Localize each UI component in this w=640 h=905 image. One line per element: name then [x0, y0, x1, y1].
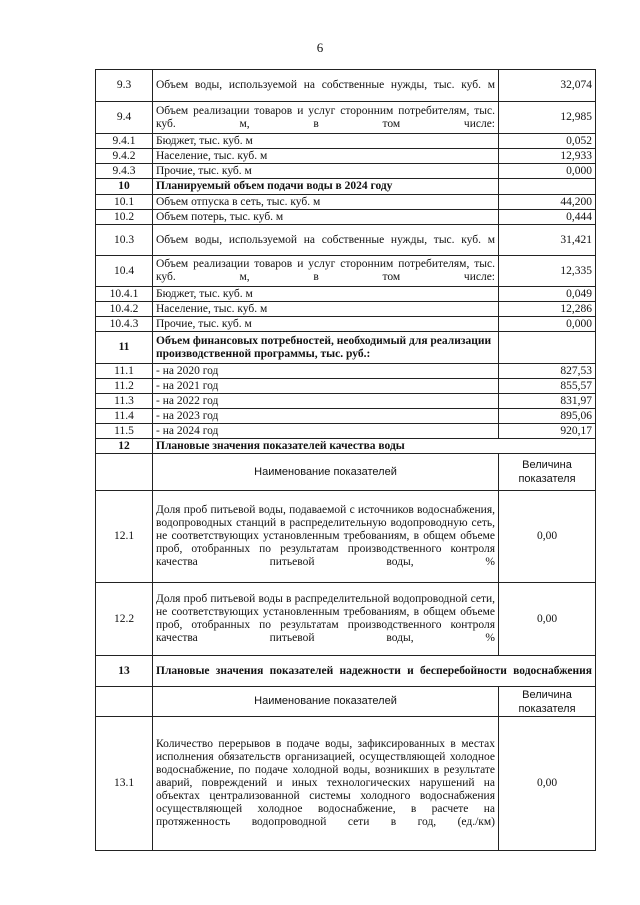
row-value: 831,97 [499, 394, 596, 409]
table-row [96, 317, 596, 332]
row-value: 44,200 [499, 195, 596, 210]
table-row [96, 134, 596, 149]
row-value: 855,57 [499, 379, 596, 394]
row-value: 12,933 [499, 149, 596, 164]
section-header-row [96, 332, 596, 364]
row-text: Объем отпуска в сеть, тыс. куб. м [153, 195, 499, 210]
row-number: 11.3 [96, 394, 153, 409]
row-text: Прочие, тыс. куб. м [153, 317, 499, 332]
row-text: Бюджет, тыс. куб. м [153, 287, 499, 302]
row-text: Население, тыс. куб. м [153, 149, 499, 164]
section-number: 13 [96, 656, 153, 687]
column-header-name: Наименование показателей [153, 687, 499, 717]
row-number: 10.4.1 [96, 287, 153, 302]
row-number: 9.4.1 [96, 134, 153, 149]
row-value: 0,00 [499, 717, 596, 851]
table-row [96, 379, 596, 394]
table-row [96, 583, 596, 656]
row-value: 12,985 [499, 102, 596, 134]
row-number: 10.4.2 [96, 302, 153, 317]
row-value: 0,00 [499, 583, 596, 656]
indicators-table [95, 69, 596, 851]
table-row [96, 364, 596, 379]
row-value: 12,335 [499, 256, 596, 287]
row-number: 9.3 [96, 70, 153, 102]
section-title: Плановые значения показателей надежности и бесперебойности водоснабжения [153, 656, 596, 687]
table-row [96, 195, 596, 210]
row-value: 0,00 [499, 491, 596, 583]
row-text: - на 2022 год [153, 394, 499, 409]
row-number: 10.2 [96, 210, 153, 225]
row-number: 11.2 [96, 379, 153, 394]
section-header-row [96, 439, 596, 454]
row-text: Доля проб питьевой воды в распределительной водопроводной сети, не соответствующих установленным требованиям, в общем объеме проб, отобранных по результатам производственного контроля качества питьевой воды, % [153, 583, 499, 656]
row-text: - на 2023 год [153, 409, 499, 424]
row-number: 10.4 [96, 256, 153, 287]
row-text: Объем реализации товаров и услуг сторонним потребителям, тыс. куб. м, в том числе: [153, 102, 499, 134]
table-row [96, 102, 596, 134]
table-row [96, 149, 596, 164]
section-title: Планируемый объем подачи воды в 2024 году [153, 179, 499, 195]
table-row [96, 164, 596, 179]
row-number: 13.1 [96, 717, 153, 851]
row-number: 11.5 [96, 424, 153, 439]
row-value: 0,000 [499, 317, 596, 332]
row-value: 0,049 [499, 287, 596, 302]
row-value: 31,421 [499, 225, 596, 256]
column-header-value: Величина показателя [499, 454, 596, 491]
row-number: 11.4 [96, 409, 153, 424]
row-text: Объем потерь, тыс. куб. м [153, 210, 499, 225]
table-row [96, 394, 596, 409]
row-number: 12.1 [96, 491, 153, 583]
table-row [96, 70, 596, 102]
table-row [96, 302, 596, 317]
row-number: 11.1 [96, 364, 153, 379]
table-row [96, 225, 596, 256]
table-row [96, 287, 596, 302]
table-row [96, 409, 596, 424]
row-value: 32,074 [499, 70, 596, 102]
section-header-row [96, 179, 596, 195]
table-row [96, 210, 596, 225]
row-number: 9.4.2 [96, 149, 153, 164]
section-number: 12 [96, 439, 153, 454]
row-number: 10.3 [96, 225, 153, 256]
row-number: 9.4.3 [96, 164, 153, 179]
row-text: Бюджет, тыс. куб. м [153, 134, 499, 149]
row-value: 0,052 [499, 134, 596, 149]
row-number: 12.2 [96, 583, 153, 656]
row-value: 0,444 [499, 210, 596, 225]
row-text: Объем воды, используемой на собственные нужды, тыс. куб. м [153, 225, 499, 256]
row-text: - на 2021 год [153, 379, 499, 394]
row-value: 895,06 [499, 409, 596, 424]
table-row [96, 717, 596, 851]
row-text: Население, тыс. куб. м [153, 302, 499, 317]
page-number: 6 [316, 40, 324, 55]
table-row [96, 256, 596, 287]
section-number: 11 [96, 332, 153, 364]
table-row [96, 491, 596, 583]
column-header-name: Наименование показателей [153, 454, 499, 491]
row-text: - на 2020 год [153, 364, 499, 379]
column-header-value: Величина показателя [499, 687, 596, 717]
row-text: Прочие, тыс. куб. м [153, 164, 499, 179]
row-text: Объем реализации товаров и услуг сторонним потребителям, тыс. куб. м, в том числе: [153, 256, 499, 287]
row-number: 10.1 [96, 195, 153, 210]
row-value: 827,53 [499, 364, 596, 379]
row-number: 9.4 [96, 102, 153, 134]
row-value: 12,286 [499, 302, 596, 317]
row-text: Количество перерывов в подаче воды, зафиксированных в местах исполнения обязательств организацией, осуществляющей холодное водоснабжение, по подаче холодной воды, возникших в результате аварий, повреждений и иных технологических нарушений на объектах централизованной системы холодного водоснабжения осуществляющей холодное водоснабжение, в расчете на протяженность водопроводной сети в год, (ед./км) [153, 717, 499, 851]
row-value: 0,000 [499, 164, 596, 179]
row-number: 10.4.3 [96, 317, 153, 332]
row-text: Доля проб питьевой воды, подаваемой с источников водоснабжения, водопроводных станций в распределительную водопроводную сеть, не соответствующих установленным требованиям, в общем объеме проб, отобранных по результатам производственного контроля качества питьевой воды, % [153, 491, 499, 583]
column-header-row [96, 687, 596, 717]
row-text: Объем воды, используемой на собственные нужды, тыс. куб. м [153, 70, 499, 102]
column-header-row [96, 454, 596, 491]
section-title: Плановые значения показателей качества воды [153, 439, 596, 454]
section-header-row [96, 656, 596, 687]
section-number: 10 [96, 179, 153, 195]
row-value: 920,17 [499, 424, 596, 439]
section-title: Объем финансовых потребностей, необходимый для реализации производственной программы, тыс. руб.: [153, 332, 499, 364]
table-row [96, 424, 596, 439]
row-text: - на 2024 год [153, 424, 499, 439]
